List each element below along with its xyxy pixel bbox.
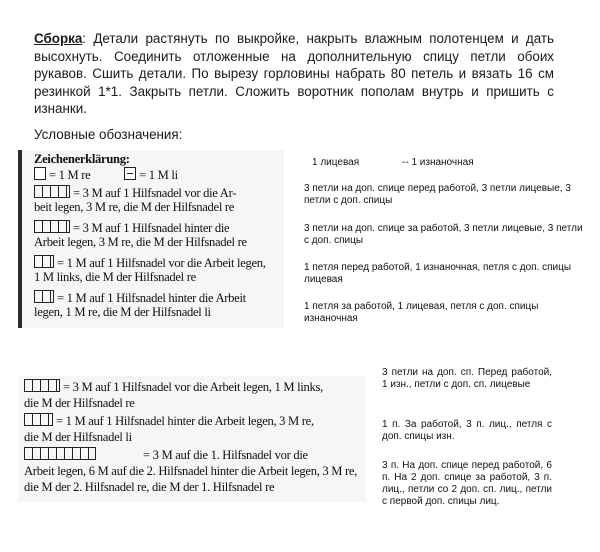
ru-knit: 1 лицевая bbox=[312, 157, 360, 168]
cable2-text-b: Arbeit legen, 3 M re, die M der Hilfsnadel re bbox=[34, 235, 247, 249]
cable5-text-b: die M der Hilfsnadel re bbox=[24, 396, 135, 410]
legend-row-cable7 bbox=[24, 447, 364, 463]
purl-symbol-icon bbox=[124, 167, 136, 180]
cross-back-symbol-icon bbox=[34, 290, 54, 303]
legend-row-cable6 bbox=[24, 413, 364, 429]
cable1-text-b: beit legen, 3 M re, die M der Hilfsnadel re bbox=[34, 200, 235, 214]
legend-row-cable3 bbox=[34, 255, 280, 271]
assembly-text: : Детали растянуть по выкройке, накрыть влажным полотенцем и дать высохнуть. Соединить отложенные на дополнительную спицу петли обоих рукавов. Сшить детали. По вырезу горловины набрать 80 петель и вязать 16 см резинкой 1*1. Закрыть петли. Сложить воротник пополам внутрь и пришить с изнанки. bbox=[34, 31, 554, 117]
ru-cable5: 3 петли на доп. сп. Перед работой, 1 изн., петли с доп. сп. лицевые bbox=[382, 367, 552, 390]
cable7-text-a: = 3 M auf die 1. Hilfsnadel vor die bbox=[143, 448, 308, 462]
legend-row-cable2 bbox=[34, 220, 280, 236]
cross-front-symbol-icon bbox=[34, 255, 54, 268]
ru-cable1: 3 петли на доп. спице перед работой, 3 петли лицевые, 3 петли с доп. спицы bbox=[304, 183, 571, 206]
ru-cable7: 3 п. На доп. спице перед работой, 6 п. На 2 доп. спице за работой, 3 п. лиц., петли со 2 доп. сп. лиц., петли с первой доп. спицы лиц. bbox=[382, 460, 552, 507]
cable5-text-a: = 3 M auf 1 Hilfsnadel vor die Arbeit legen, 1 M links, bbox=[63, 380, 323, 394]
ru-cable2: 3 петли на доп. спице за работой, 3 петли лицевые, 3 петли с доп. спицы bbox=[304, 223, 583, 246]
knit-text: = 1 M re bbox=[49, 168, 91, 182]
cable1-text-a: = 3 M auf 1 Hilfsnadel vor die Ar- bbox=[73, 186, 237, 200]
ru-cable4: 1 петля за работой, 1 лицевая, петля с доп. спицы изнаночная bbox=[304, 301, 539, 324]
legend-header: Zeichenerklärung: bbox=[34, 152, 130, 166]
legend-row-cable5 bbox=[24, 379, 364, 395]
ru-cable3: 1 петля перед работой, 1 изнаночная, петля с доп. спицы лицевая bbox=[304, 262, 572, 285]
cable3-text-b: 1 M links, die M der Hilfsnadel re bbox=[34, 270, 196, 284]
assembly-heading: Сборка bbox=[34, 31, 83, 46]
knit-symbol-icon bbox=[34, 167, 46, 180]
cable7-text-b: Arbeit legen, 6 M auf die 2. Hilfsnadel hinter die Arbeit legen, 3 M re, bbox=[24, 464, 358, 478]
legend-row-knit-purl bbox=[34, 167, 280, 183]
cable-back-symbol-icon bbox=[34, 220, 70, 233]
cable-front-symbol-icon bbox=[34, 185, 70, 198]
german-legend-scan-2 bbox=[18, 376, 366, 502]
cable3-text-a: = 1 M auf 1 Hilfsnadel vor die Arbeit legen, bbox=[57, 256, 266, 270]
purl-text: = 1 M li bbox=[139, 168, 178, 182]
cable4-text-b: legen, 1 M re, die M der Hilfsnadel li bbox=[34, 305, 211, 319]
cable6-text-a: = 1 M auf 1 Hilfsnadel hinter die Arbeit legen, 3 M re, bbox=[56, 414, 314, 428]
cable7-text-c: die M der 2. Hilfsnadel re, die M der 1. Hilfsnadel re bbox=[24, 480, 275, 494]
legend-row-cable1 bbox=[34, 185, 280, 201]
cable7-symbol-icon bbox=[24, 447, 96, 460]
ru-purl: -- 1 изнаночная bbox=[402, 157, 474, 168]
assembly-paragraph bbox=[34, 30, 554, 118]
legend-row-cable4 bbox=[34, 290, 280, 306]
cable5-symbol-icon bbox=[24, 379, 60, 392]
cable6-symbol-icon bbox=[24, 413, 53, 426]
german-legend-scan-1 bbox=[18, 150, 284, 328]
legend-title: Условные обозначения: bbox=[34, 127, 183, 142]
cable4-text-a: = 1 M auf 1 Hilfsnadel hinter die Arbeit bbox=[57, 291, 246, 305]
cable2-text-a: = 3 M auf 1 Hilfsnadel hinter die bbox=[73, 221, 230, 235]
ru-cable6: 1 п. За работой, 3 п. лиц., петля с доп. спицы изн. bbox=[382, 419, 552, 442]
cable6-text-b: die M der Hilfsnadel li bbox=[24, 430, 132, 444]
